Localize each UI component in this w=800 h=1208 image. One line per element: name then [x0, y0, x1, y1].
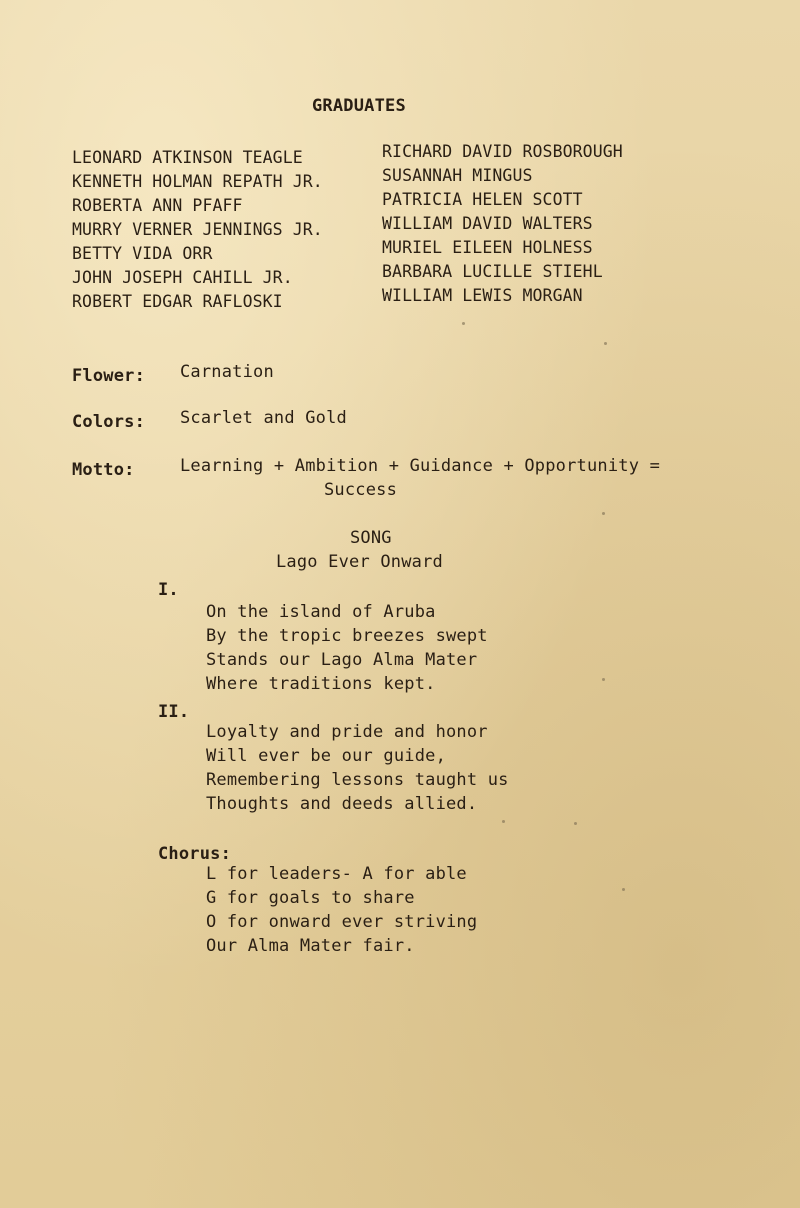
verse-1-line: Where traditions kept.	[206, 674, 436, 694]
colors-value: Scarlet and Gold	[180, 408, 347, 428]
graduate-name: WILLIAM LEWIS MORGAN	[382, 286, 583, 305]
page-title: GRADUATES	[312, 96, 406, 116]
motto-line-2: Success	[324, 480, 398, 500]
paper-speck	[462, 322, 465, 325]
verse-2-line: Will ever be our guide,	[206, 746, 447, 766]
motto-label: Motto:	[72, 460, 135, 480]
graduate-name: LEONARD ATKINSON TEAGLE	[72, 148, 303, 167]
chorus-line: L for leaders- A for able	[206, 864, 467, 884]
graduate-name: SUSANNAH MINGUS	[382, 166, 533, 185]
graduate-name: KENNETH HOLMAN REPATH JR.	[72, 172, 323, 191]
graduate-name: JOHN JOSEPH CAHILL JR.	[72, 268, 293, 287]
graduate-name: MURRY VERNER JENNINGS JR.	[72, 220, 323, 239]
verse-1-line: By the tropic breezes swept	[206, 626, 488, 646]
graduate-name: BARBARA LUCILLE STIEHL	[382, 262, 603, 281]
paper-speck	[502, 820, 505, 823]
song-heading: SONG	[350, 528, 392, 548]
verse-2-line: Loyalty and pride and honor	[206, 722, 488, 742]
graduate-name: RICHARD DAVID ROSBOROUGH	[382, 142, 623, 161]
colors-label: Colors:	[72, 412, 146, 432]
paper-speck	[604, 342, 607, 345]
graduate-name: WILLIAM DAVID WALTERS	[382, 214, 593, 233]
song-title: Lago Ever Onward	[276, 552, 443, 572]
graduate-name: PATRICIA HELEN SCOTT	[382, 190, 583, 209]
paper-speck	[622, 888, 625, 891]
verse-1-line: On the island of Aruba	[206, 602, 436, 622]
chorus-line: G for goals to share	[206, 888, 415, 908]
verse-2-line: Thoughts and deeds allied.	[206, 794, 478, 814]
paper-speck	[574, 822, 577, 825]
graduate-name: MURIEL EILEEN HOLNESS	[382, 238, 593, 257]
paper-speck	[602, 678, 605, 681]
verse-2-label: II.	[158, 702, 190, 722]
verse-1-line: Stands our Lago Alma Mater	[206, 650, 478, 670]
paper-speck	[602, 512, 605, 515]
flower-value: Carnation	[180, 362, 274, 382]
verse-1-label: I.	[158, 580, 179, 600]
motto-line-1: Learning + Ambition + Guidance + Opportunity =	[180, 456, 661, 476]
verse-2-line: Remembering lessons taught us	[206, 770, 509, 790]
graduate-name: BETTY VIDA ORR	[72, 244, 213, 263]
graduate-name: ROBERTA ANN PFAFF	[72, 196, 243, 215]
chorus-line: O for onward ever striving	[206, 912, 478, 932]
graduate-name: ROBERT EDGAR RAFLOSKI	[72, 292, 283, 311]
chorus-label: Chorus:	[158, 844, 232, 864]
chorus-line: Our Alma Mater fair.	[206, 936, 415, 956]
flower-label: Flower:	[72, 366, 146, 386]
